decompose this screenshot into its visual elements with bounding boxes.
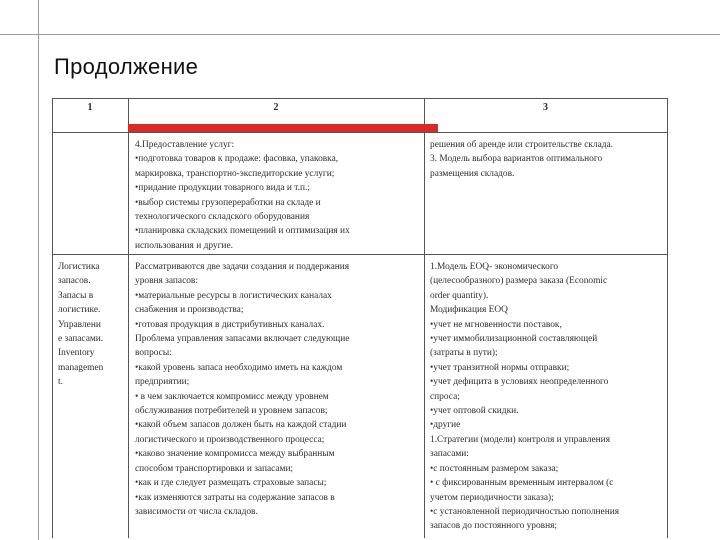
row2-col3-line: •другие bbox=[430, 420, 461, 431]
row1-col2 bbox=[135, 138, 421, 253]
row2-col2-line: •какой объем запасов должен быть на каждой стадии bbox=[135, 420, 347, 431]
row2-col2-line: • в чем заключается компромисс между уровнем bbox=[135, 391, 329, 402]
row2-col3-line: (затраты в пути); bbox=[430, 348, 498, 359]
row2-col3-line: (целесообразного) размера заказа (Economic bbox=[430, 276, 608, 287]
row2-col3-line: учетом периодичности заказа); bbox=[430, 492, 554, 503]
table-header-1: 1 bbox=[87, 102, 93, 113]
row2-col3-line: •учет иммобилизационной составляющей bbox=[430, 334, 598, 345]
row2-col1-line bbox=[58, 289, 124, 303]
row2-col2-line: зависимости от числа складов. bbox=[135, 506, 258, 517]
row2-col1-line: t. bbox=[58, 377, 63, 388]
table-border-left bbox=[52, 98, 53, 538]
row2-col3-line: 1.Стратегии (модели) контроля и управления bbox=[430, 434, 611, 445]
row1-col3-line: решения об аренде или строительстве склада. bbox=[430, 140, 614, 150]
row2-col3-line: запасами: bbox=[430, 449, 469, 460]
table-border-row1 bbox=[52, 254, 668, 255]
row2-col2 bbox=[135, 260, 421, 519]
row2-col1-line: managemen bbox=[58, 362, 104, 373]
row2-col1-line: Inventory bbox=[58, 348, 95, 359]
row2-col2-line: •как и где следует размещать страховые запасы; bbox=[135, 478, 327, 489]
row2-col1-line: е запасами. bbox=[58, 334, 104, 345]
row2-col1 bbox=[58, 260, 124, 390]
row2-col3-line: Модификация EOQ bbox=[430, 305, 508, 316]
table-header-3: 3 bbox=[543, 102, 548, 113]
table-border-header bbox=[52, 132, 668, 133]
row1-col3-line: 3. Модель выбора вариантов оптимального bbox=[430, 154, 603, 165]
row1-col2-line: •выбор системы грузопереработки на складе и bbox=[135, 197, 321, 208]
row2-col2-line: •как изменяются затраты на содержание запасов в bbox=[135, 492, 335, 503]
row1-col2-line: •придание продукции товарного вида и т.п.; bbox=[135, 183, 310, 194]
header-accent-bar bbox=[128, 124, 438, 132]
row2-col2-line: снабжения и производства; bbox=[135, 305, 244, 316]
row2-col2-line: Рассматриваются две задачи создания и поддержания bbox=[135, 262, 350, 272]
table-border-col2 bbox=[424, 98, 425, 538]
row2-col2-line: способом транспортировки и запасами; bbox=[135, 463, 294, 474]
row2-col3-line: спроса; bbox=[430, 391, 460, 402]
row2-col3-line: •с постоянным размером заказа; bbox=[430, 463, 559, 474]
row1-col2-line: •подготовка товаров к продаже: фасовка, упаковка, bbox=[135, 154, 339, 165]
content-table bbox=[52, 98, 668, 538]
row2-col2-line: •готовая продукция в дистрибутивных каналах. bbox=[135, 319, 325, 330]
slide-frame-vertical-line bbox=[38, 0, 39, 540]
row2-col1-line: Управлени bbox=[58, 319, 101, 330]
table-border-col1 bbox=[128, 98, 129, 538]
row2-col2-line: вопросы: bbox=[135, 348, 172, 359]
row2-col2-line: логистического и производственного процесса; bbox=[135, 434, 325, 445]
row1-col2-line: технологического складского оборудования bbox=[135, 212, 310, 223]
slide-frame-horizontal-line bbox=[0, 34, 720, 35]
row2-col3-line: •с установленной периодичностью пополнения bbox=[430, 506, 620, 517]
row2-col2-line: Проблема управления запасами включает следующие bbox=[135, 334, 350, 345]
row2-col1-line: запасов. bbox=[58, 276, 91, 287]
row2-col3-line: •учет транзитной нормы отправки; bbox=[430, 362, 570, 373]
table-header-2: 2 bbox=[273, 102, 279, 113]
row1-col2-line: маркировка, транспортно-экспедиторские услуги; bbox=[135, 168, 335, 179]
row1-col2-line: •планировка складских помещений и оптимизация их bbox=[135, 226, 350, 237]
row2-col3-line: • с фиксированным временным интервалом (с bbox=[430, 478, 614, 489]
row2-col3-line: order quantity). bbox=[430, 290, 489, 301]
row1-col3 bbox=[430, 138, 665, 181]
row2-col3-line: 1.Модель EOQ- экономического bbox=[430, 262, 559, 272]
row2-col2-line: •какой уровень запаса необходимо иметь на каждом bbox=[135, 362, 343, 373]
slide-title: Продолжение bbox=[54, 54, 199, 79]
row1-col2-line: 4.Предоставление услуг: bbox=[135, 140, 235, 150]
row2-col2-line: •материальные ресурсы в логистических каналах bbox=[135, 290, 332, 301]
row2-col1-line: логистике. bbox=[58, 305, 101, 316]
row2-col2-line: обслуживания потребителей и уровнем запасов; bbox=[135, 406, 328, 417]
row2-col2-line: уровня запасов: bbox=[135, 276, 198, 287]
row2-col3-line: •учет дефицита в условиях неопределенного bbox=[430, 377, 609, 388]
row2-col2-line: предприятии; bbox=[135, 377, 190, 388]
row2-col1-line: Логистика bbox=[58, 262, 100, 272]
row1-col2-line: использования и другие. bbox=[135, 240, 233, 251]
row1-col3-line: размещения складов. bbox=[430, 168, 515, 179]
row2-col2-line: •каково значение компромисса между выбранным bbox=[135, 449, 335, 460]
row2-col3 bbox=[430, 260, 665, 534]
table-border-top bbox=[52, 98, 668, 99]
row2-col3-line: •учет оптовой скидки. bbox=[430, 406, 519, 417]
row2-col3-line: •учет не мгновенности поставок, bbox=[430, 319, 562, 330]
table-border-right bbox=[667, 98, 668, 538]
row2-col3-line: запасов до постоянного уровня; bbox=[430, 521, 558, 532]
row2-col1-word: Запасы в bbox=[58, 290, 94, 301]
